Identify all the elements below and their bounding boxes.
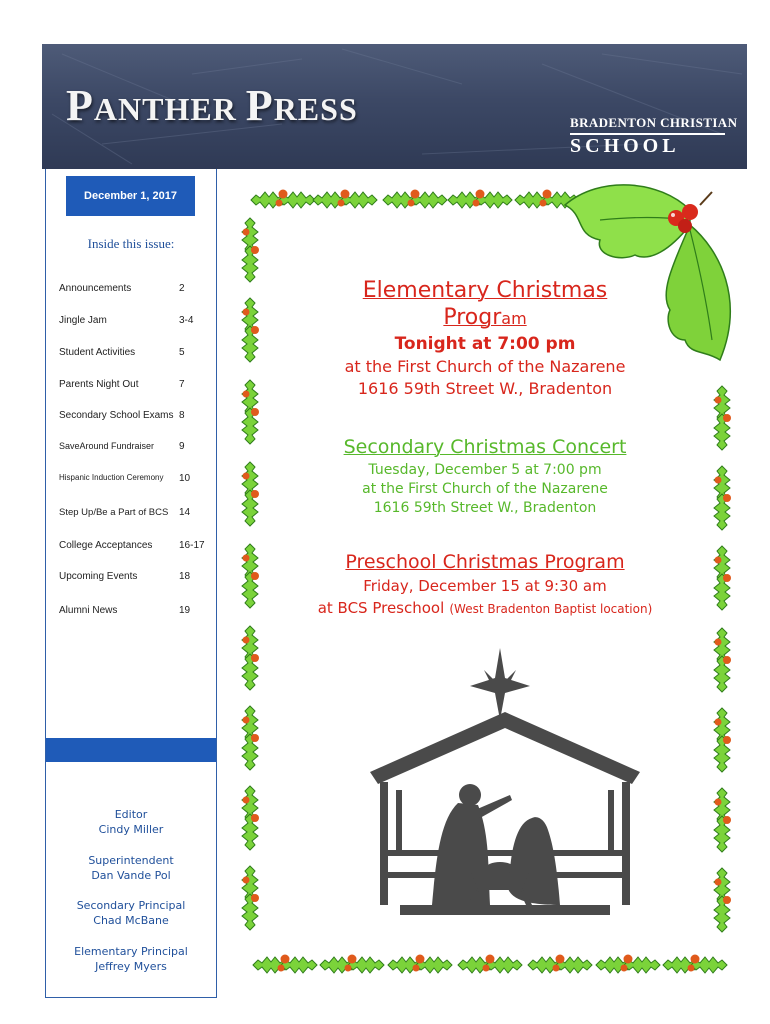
toc-label: Announcements [59,283,132,294]
toc-page: 3-4 [179,315,194,326]
toc-label: Jingle Jam [59,315,107,326]
elementary-address: 1616 59th Street W., Bradenton [357,379,613,398]
staff-role: Editor [114,808,148,821]
title-initial: P [245,81,274,130]
toc-page: 8 [179,410,185,421]
preschool-location [235,598,735,617]
secondary-concert-section [235,436,735,516]
holly-border-bottom [253,955,727,974]
holly-border-top [251,190,579,209]
elementary-title: Elementary Christmas [362,278,608,303]
school-name-line2: SCHOOL [570,135,680,157]
preschool-time: Friday, December 15 at 9:30 am [363,577,607,595]
title-initial: P [66,81,94,130]
staff-role: Secondary Principal [76,899,186,912]
staff-role: Elementary Principal [74,945,188,958]
preschool-place: at BCS Preschool [317,599,445,617]
toc-page: 9 [179,441,185,452]
toc-label: Secondary School Exams [59,410,174,421]
toc-page: 18 [179,571,191,582]
toc-label: Upcoming Events [59,571,138,582]
toc-page: 19 [179,605,191,616]
secondary-place: at the First Church of the Nazarene [362,481,608,497]
school-name-line1: BRADENTON CHRISTIAN [570,115,738,130]
preschool-note: (West Bradenton Baptist location) [449,602,653,616]
toc-label: College Acceptances [59,540,153,551]
title-part: ANTHER [93,91,246,127]
staff-name: Dan Vande Pol [91,869,171,882]
toc-label: Alumni News [59,605,118,616]
toc-page: 7 [179,379,185,390]
staff-name: Cindy Miller [98,823,164,836]
toc-page: 10 [179,473,191,484]
toc-label: Student Activities [59,347,136,358]
staff-role: Superintendent [88,854,174,867]
preschool-program-section [235,551,735,617]
secondary-title: Secondary Christmas Concert [343,436,627,458]
elementary-time: Tonight at 7:00 pm [394,334,576,354]
toc-page: 2 [179,283,185,294]
toc-label: Step Up/Be a Part of BCS [59,507,169,518]
toc-label: Parents Night Out [59,379,139,390]
elementary-program-section [235,278,735,398]
nativity-silhouette-icon [370,648,640,915]
toc-page: 5 [179,347,185,358]
title-fragment: Progr [443,305,502,330]
preschool-title: Preschool Christmas Program [345,551,625,573]
secondary-address: 1616 59th Street W., Bradenton [373,500,597,516]
toc-page: 16-17 [179,540,205,551]
staff-name: Jeffrey Myers [95,960,167,973]
inside-issue-heading: Inside this issue: [87,236,175,251]
issue-date: December 1, 2017 [66,176,195,216]
title-part: RESS [273,91,358,127]
title-fragment: am [501,309,527,328]
elementary-place: at the First Church of the Nazarene [344,357,626,376]
elementary-title-line2 [235,305,735,330]
secondary-time: Tuesday, December 5 at 7:00 pm [368,462,602,478]
toc-label: Hispanic Induction Ceremony [59,473,164,482]
staff-name: Chad McBane [93,914,169,927]
toc-label: SaveAround Fundraiser [59,441,155,451]
toc-page: 14 [179,507,191,518]
